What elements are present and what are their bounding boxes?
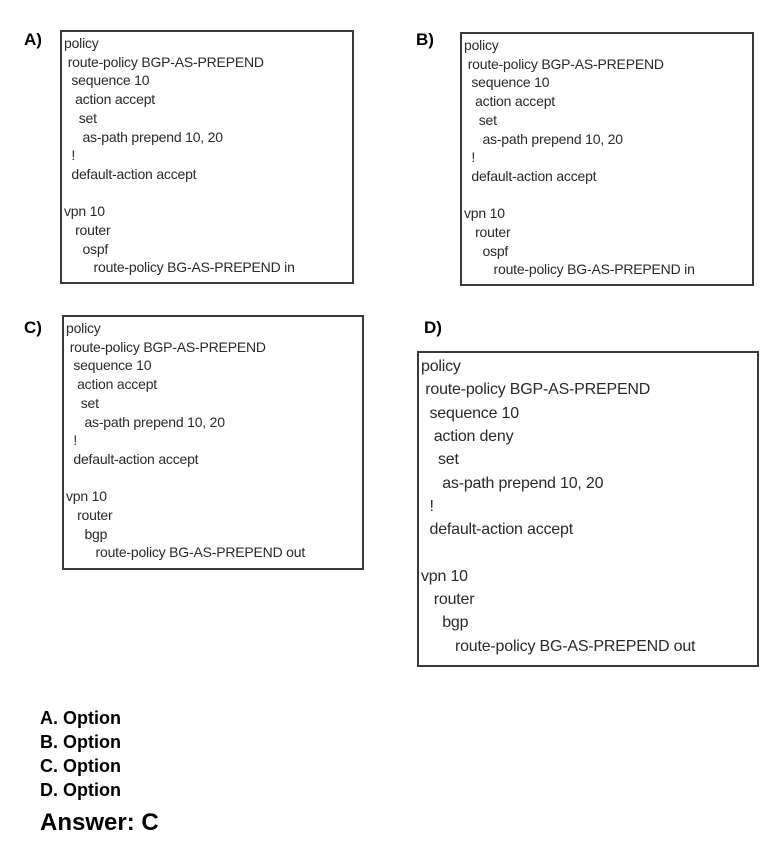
code-line: vpn 10 [421, 567, 468, 585]
code-line: default-action accept [66, 450, 199, 467]
answer-choice-c: C. Option [40, 756, 121, 776]
code-line: route-policy BGP-AS-PREPEND [421, 381, 651, 399]
code-line: vpn 10 [66, 488, 107, 505]
code-line: route-policy BGP-AS-PREPEND [464, 55, 664, 72]
code-line: route-policy BG-AS-PREPEND in [464, 261, 695, 278]
code-line: policy [421, 358, 461, 375]
code-line: ! [421, 497, 434, 515]
code-line: policy [66, 320, 101, 336]
answer-text: Answer: C [40, 809, 159, 836]
code-line: as-path prepend 10, 20 [66, 413, 225, 430]
code-line: policy [464, 37, 499, 53]
code-line: default-action accept [64, 165, 197, 182]
code-line: as-path prepend 10, 20 [64, 128, 223, 145]
code-line: sequence 10 [421, 404, 519, 422]
code-line: sequence 10 [464, 74, 550, 91]
code-line: set [464, 111, 497, 128]
code-line: set [64, 109, 97, 126]
code-line: as-path prepend 10, 20 [421, 474, 604, 492]
code-line: route-policy BGP-AS-PREPEND [64, 53, 264, 70]
option-b-code-box [460, 32, 754, 286]
code-line: route-policy BGP-AS-PREPEND [66, 338, 266, 355]
code-line: policy [64, 35, 99, 51]
code-line: ! [64, 147, 76, 164]
code-line: route-policy BG-AS-PREPEND out [66, 544, 306, 561]
code-line: ospf [64, 240, 109, 257]
code-line: route-policy BG-AS-PREPEND out [421, 637, 696, 655]
option-a-label: A) [24, 30, 42, 49]
code-line: bgp [421, 614, 469, 632]
code-line: vpn 10 [464, 205, 505, 222]
code-line: action accept [66, 376, 157, 393]
code-line: sequence 10 [64, 72, 150, 89]
option-d-label: D) [424, 318, 442, 337]
code-line: sequence 10 [66, 357, 152, 374]
code-line: action accept [464, 93, 555, 110]
code-line: set [421, 451, 459, 469]
option-a-code-box [60, 30, 354, 284]
code-line: router [66, 507, 113, 523]
option-b-label: B) [416, 30, 434, 49]
code-line: ospf [464, 242, 509, 259]
code-line: default-action accept [464, 167, 597, 184]
option-d-code-box [417, 351, 759, 667]
code-line: router [64, 222, 111, 238]
code-line: ! [66, 432, 78, 449]
code-line: ! [464, 149, 476, 166]
code-line: set [66, 394, 99, 411]
option-c-label: C) [24, 318, 42, 337]
code-line: action deny [421, 427, 514, 445]
code-line: action accept [64, 91, 155, 108]
answer-choice-b: B. Option [40, 732, 121, 752]
code-line: route-policy BG-AS-PREPEND in [64, 259, 295, 276]
code-line: router [464, 224, 511, 240]
code-line: router [421, 591, 475, 608]
code-line: bgp [66, 525, 108, 542]
code-line: as-path prepend 10, 20 [464, 130, 623, 147]
code-line: default-action accept [421, 521, 573, 539]
code-line: vpn 10 [64, 203, 105, 220]
option-c-code-box [62, 315, 364, 570]
answer-choice-d: D. Option [40, 780, 121, 800]
answer-choice-a: A. Option [40, 708, 121, 728]
